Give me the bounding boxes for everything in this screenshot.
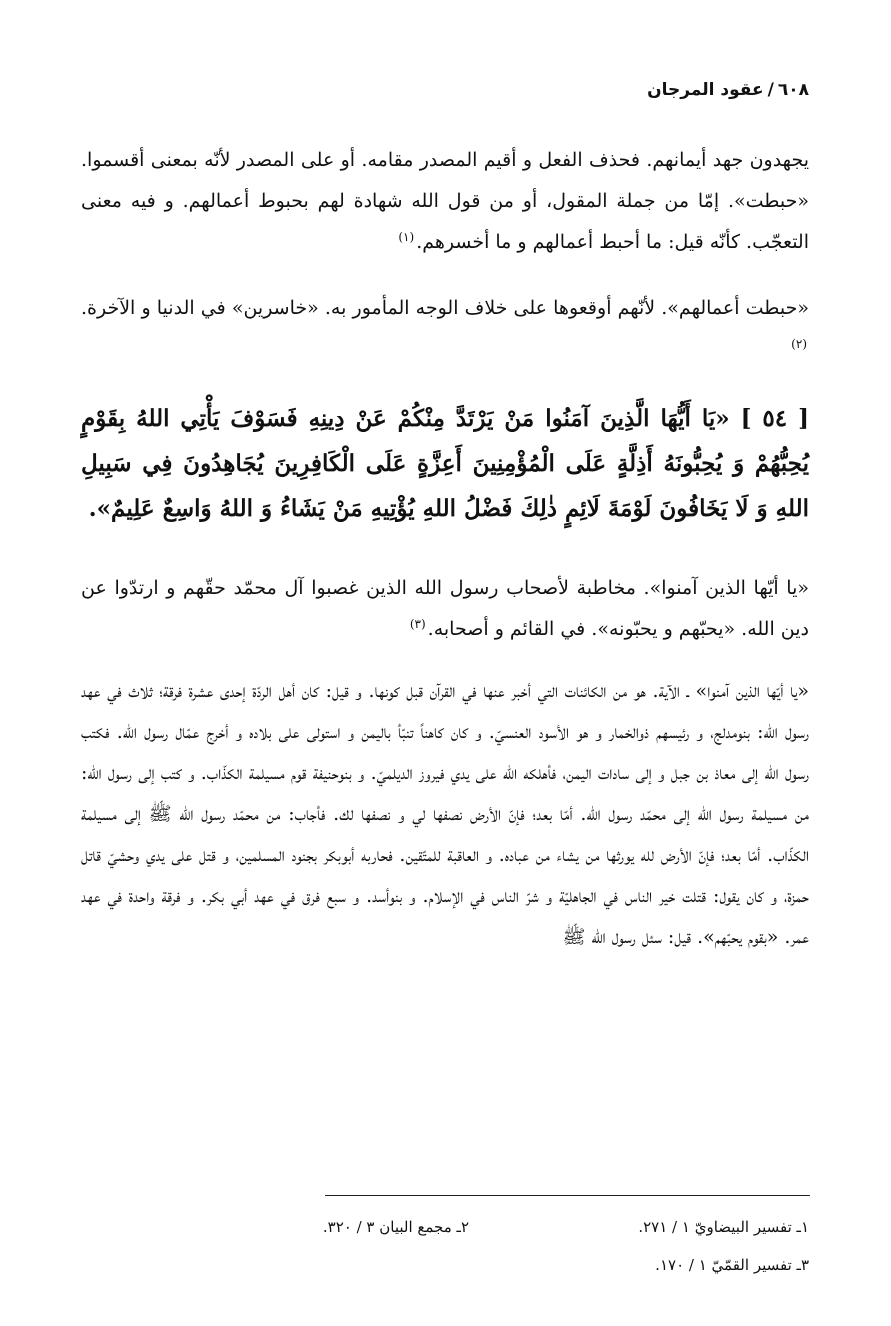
footnote-marker-1: (١) <box>398 229 415 244</box>
paragraph-text: «يا أيّها الذين آمنوا». مخاطبة لأصحاب رسول الله الذين غصبوا آل محمّد حقّهم و ارتدّوا عن دين الله. «يحبّهم و يحبّونه». في القائم و أصحابه. <box>81 577 809 640</box>
paragraph-text: «حبطت أعمالهم». لأنّهم أوقعوها على خلاف الوجه المأمور به. «خاسرين» في الدنيا و الآخرة. <box>81 297 809 319</box>
footnote-1: ١ـ تفسير البيضاويّ ١ / ٢٧١. <box>638 1218 809 1236</box>
footnotes-section <box>81 1208 809 1284</box>
footnote-row <box>81 1208 809 1246</box>
footnote-marker-2: (٢) <box>791 336 807 351</box>
footnote-divider <box>325 1195 810 1196</box>
footnote-row <box>81 1246 809 1284</box>
verse-text: [ ٥٤ ] «يَا أَيُّهَا الَّذِينَ آمَنُوا مَنْ يَرْتَدَّ مِنْكُمْ عَنْ دِينِهِ فَسَوْفَ يَأْتِي اللهُ بِقَوْمٍ يُحِبُّهُمْ وَ يُحِبُّونَهُ أَذِلَّةٍ عَلَى الْمُؤْمِنِينَ أَعِزَّةٍ عَلَى الْكَافِرِينَ يُجَاهِدُونَ فِي سَبِيلِ اللهِ وَ لَا يَخَافُونَ لَوْمَةَ لَائِمٍ ذٰلِكَ فَضْلُ اللهِ يُؤْتِيهِ مَنْ يَشَاءُ وَ اللهُ وَاسِعٌ عَلِيمٌ». <box>81 405 809 522</box>
header-separator: / <box>767 80 774 100</box>
book-title: عقود المرجان <box>647 80 764 100</box>
commentary-paragraph-1 <box>81 140 809 263</box>
quran-verse-54 <box>81 396 809 531</box>
paragraph-text: «يا أيّها الذين آمنوا» ـ الآية. هو من الكائنات التي أخبر عنها في القرآن قبل كونها. و قيل: كان أهل الردّة إحدى عشرة فرقة؛ ثلاث في عهد رسول الله: بنومدلج، و رئيسهم ذوالخمار و هو الأسود العنسيّ. و كان كاهناً تنبّأ باليمن و استولى على بلاده و أخرج عمّال رسول الله. فكتب رسول الله إلى معاذ بن جبل و إلى سادات اليمن، فأهلكه الله على يدي فيروز الديلميّ. و بنوحنيفة قوم مسيلمة الكذّاب. و كتب إلى رسول الله: من مسيلمة رسول الله إلى محمّد رسول الله. أمّا بعد؛ فإنّ الأرض نصفها لي و نصفها لك. فأجاب: من محمّد رسول الله ﷺ إلى مسيلمة الكذّاب. أمّا بعد؛ فإنّ الأرض لله يورثها من يشاء من عباده. و العاقبة للمتّقين. فحاربه أبوبكر بجنود المسلمين، و قتل على يدي وحشيّ قاتل حمزة، و كان يقول: قتلت خير الناس في الجاهليّة و شرّ الناس في الإسلام. و بنوأسد. و سبع فرق في عهد أبي بكر. و فرقة واحدة في عهد عمر. «بقوم يحبّهم». قيل: سئل رسول الله ﷺ <box>81 680 809 948</box>
commentary-paragraph-4 <box>81 671 809 958</box>
paragraph-text: يجهدون جهد أيمانهم. فحذف الفعل و أقيم المصدر مقامه. أو على المصدر لأنّه بمعنى أقسموا. «حبطت». إمّا من جملة المقول، أو من قول الله شهادة لهم بحبوط أعمالهم. و فيه معنى التعجّب. كأنّه قيل: ما أحبط أعمالهم و ما أخسرهم. <box>81 149 809 253</box>
commentary-paragraph-2 <box>81 288 809 370</box>
commentary-paragraph-3 <box>81 568 809 650</box>
running-header <box>647 80 809 100</box>
footnote-marker-3: (٣) <box>409 616 426 631</box>
footnote-3: ٣ـ تفسير القمّيّ ١ / ١٧٠. <box>655 1256 809 1274</box>
page-number: ٦٠٨ <box>777 80 809 100</box>
footnote-2: ٢ـ مجمع البيان ٣ / ٣٢٠. <box>322 1218 469 1236</box>
